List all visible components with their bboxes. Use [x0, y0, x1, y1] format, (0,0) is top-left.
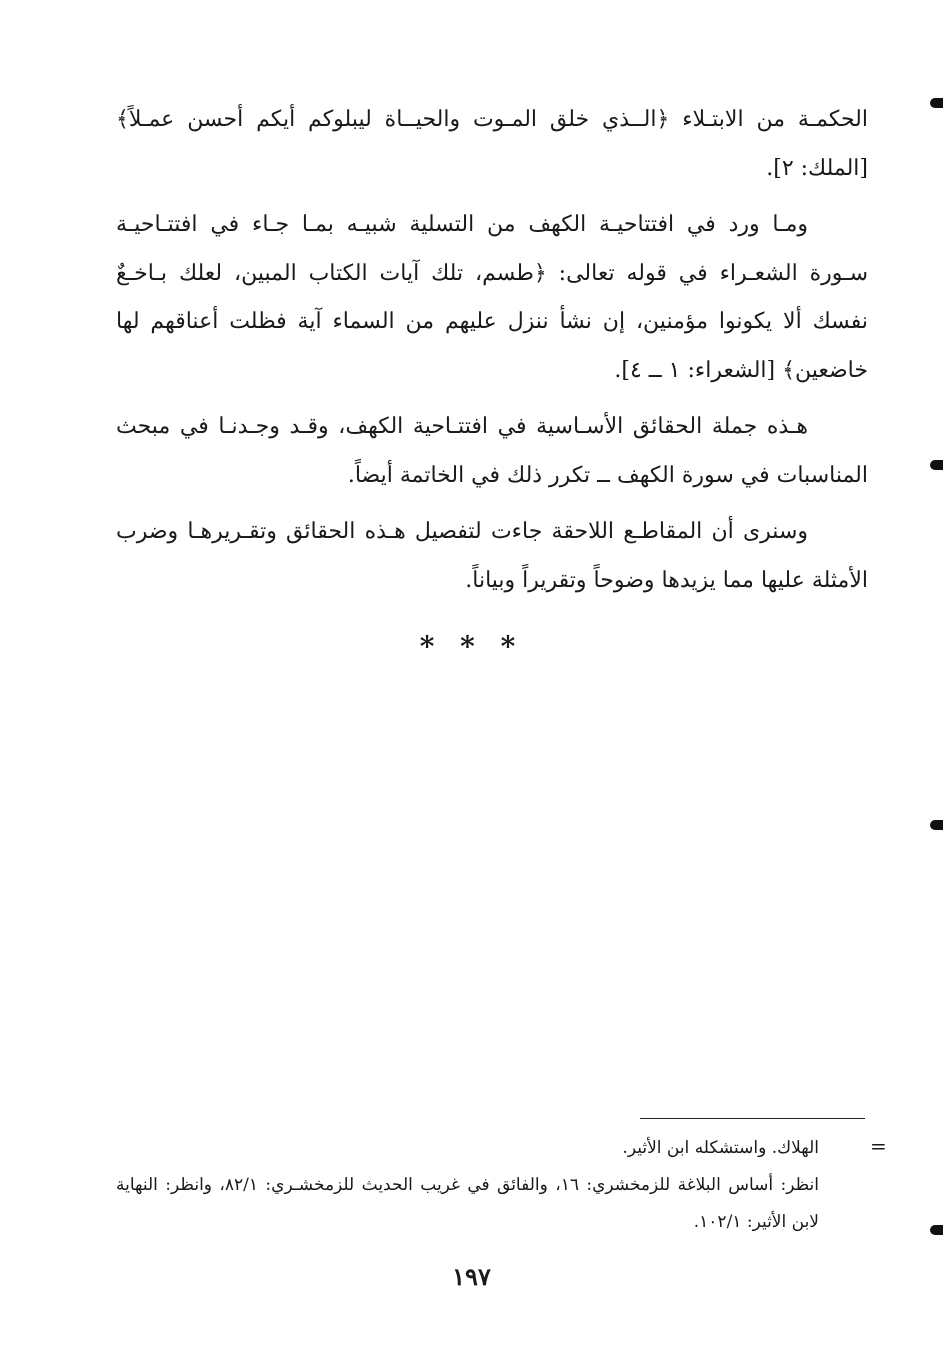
scan-edge-mark	[930, 1225, 943, 1235]
footnote-continuation-mark: =	[870, 1134, 887, 1158]
section-separator: * * *	[419, 630, 524, 663]
footnote-line-2: انظر: أساس البلاغة للزمخشري: ١٦، والفائق في غريب الحديث للزمخشـري: ٨٢/١، وانظر: النهاية لابن الأثير: ١٠٢/١.	[116, 1175, 819, 1232]
paragraph-2: ومـا ورد في افتتاحيـة الكهف من التسلية شبيـه بمـا جـاء في افتتـاحيـة سـورة الشعـراء في قوله تعالى: ﴿طسم، تلك آيات الكتاب المبين، لعلك بـاخـعٌ نفسك ألا يكونوا مؤمنين، إن نشأ ننزل عليهم من السماء آية فظلت أعناقهم لها خاضعين﴾ [الشعراء: ١ ــ ٤].	[116, 212, 868, 383]
footnote-line-1: الهلاك. واستشكله ابن الأثير.	[622, 1138, 819, 1158]
footnote-divider	[640, 1118, 865, 1119]
footnotes	[116, 1130, 819, 1241]
paragraph-3: هـذه جملة الحقائق الأسـاسية في افتتـاحية الكهف، وقـد وجـدنـا في مبحث المناسبات في سورة الكهف ــ تكرر ذلك في الخاتمة أيضاً.	[116, 414, 868, 488]
page-number: ١٩٧	[452, 1262, 491, 1291]
main-text	[116, 96, 868, 613]
scan-edge-mark	[930, 820, 943, 830]
paragraph-4: وسنرى أن المقاطـع اللاحقة جاءت لتفصيل هـذه الحقائق وتقـريرهـا وضرب الأمثلة عليها مما يزيدها وضوحاً وتقريراً وبياناً.	[116, 519, 868, 593]
scan-edge-mark	[930, 460, 943, 470]
scan-edge-mark	[930, 98, 943, 108]
paragraph-1: الحكمـة من الابتـلاء ﴿الــذي خلق المـوت والحيــاة ليبلوكم أيكم أحسن عمـلاً﴾ [الملك: ٢].	[116, 107, 868, 181]
